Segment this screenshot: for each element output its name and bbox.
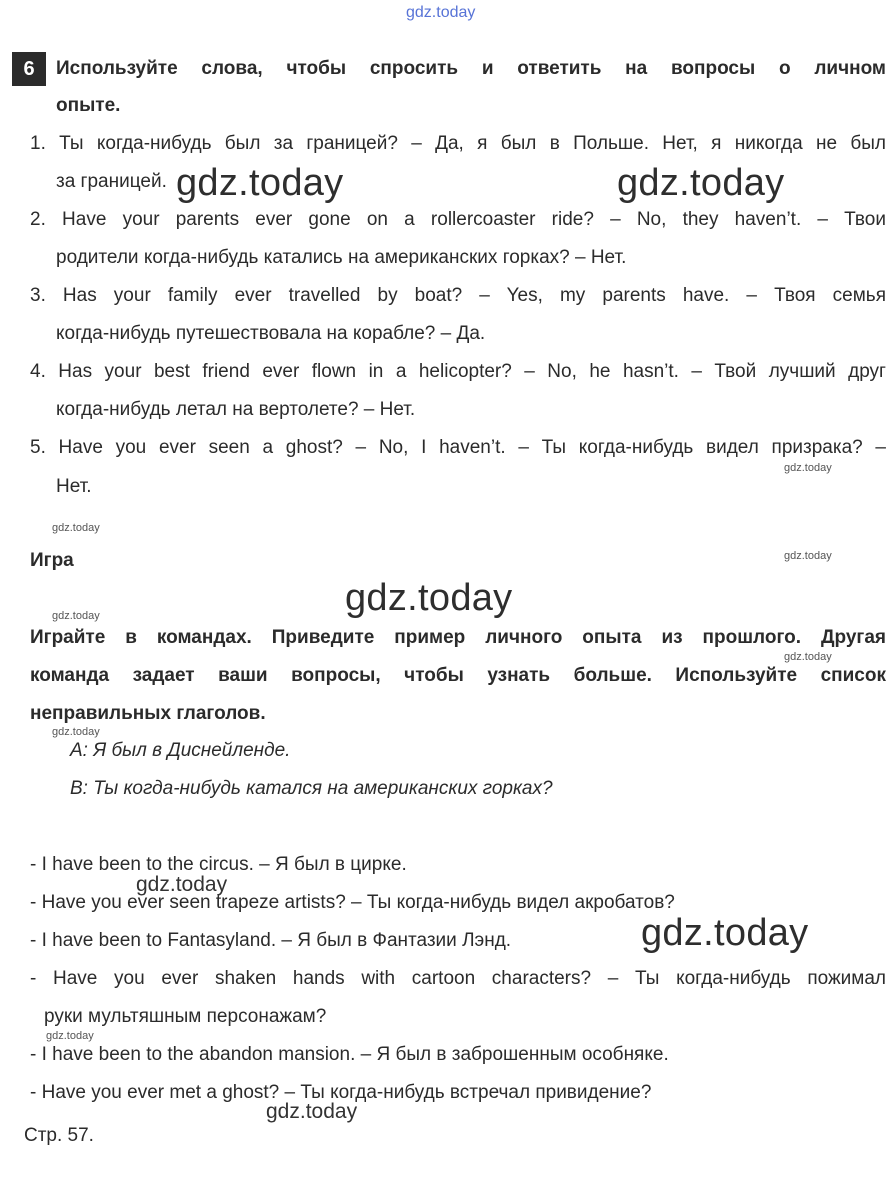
page-reference: Стр. 57. <box>24 1125 94 1146</box>
item-1-line2: за границей. <box>56 171 167 192</box>
example-a: A: Я был в Диснейленде. <box>70 740 291 761</box>
item-4-line1: 4. Has your best friend ever flown in a helicopter? – No, he hasn’t. – Твой лучший друг <box>30 361 886 382</box>
dialogue-line-1: - I have been to the circus. – Я был в цирке. <box>30 854 407 875</box>
game-heading: Игра <box>30 550 74 571</box>
dialogue-line-3: - I have been to Fantasyland. – Я был в Фантазии Лэнд. <box>30 930 512 951</box>
exercise-title-line1: Используйте слова, чтобы спросить и ответить на вопросы о личном <box>56 58 886 79</box>
game-instruction-line3: неправильных глаголов. <box>30 703 266 724</box>
game-instruction-line2: команда задает ваши вопросы, чтобы узнать больше. Используйте список <box>30 665 886 686</box>
dialogue-line-2: - Have you ever seen trapeze artists? – Ты когда-нибудь видел акробатов? <box>30 892 675 913</box>
watermark-small-7: gdz.today <box>46 1030 94 1042</box>
dialogue-line-7: - Have you ever met a ghost? – Ты когда-нибудь встречал привидение? <box>30 1082 652 1103</box>
game-instruction-line1: Играйте в командах. Приведите пример личного опыта из прошлого. Другая <box>30 627 886 648</box>
item-2-line2: родители когда-нибудь катались на американских горках? – Нет. <box>56 247 627 268</box>
watermark-small-1: gdz.today <box>784 462 832 474</box>
item-3-line1: 3. Has your family ever travelled by boat? – Yes, my parents have. – Твоя семья <box>30 285 886 306</box>
watermark-small-5: gdz.today <box>784 651 832 663</box>
watermark-large-1: gdz.today <box>176 162 344 204</box>
watermark-small-4: gdz.today <box>52 610 100 622</box>
watermark-large-3: gdz.today <box>345 577 513 619</box>
item-1-line1: 1. Ты когда-нибудь был за границей? – Да, я был в Польше. Нет, я никогда не был <box>30 133 886 154</box>
item-5-line2: Нет. <box>56 476 92 497</box>
item-2-line1: 2. Have your parents ever gone on a rollercoaster ride? – No, they haven’t. – Твои <box>30 209 886 230</box>
dialogue-line-4: - Have you ever shaken hands with cartoon characters? – Ты когда-нибудь пожимал <box>30 968 886 989</box>
exercise-title-line2: опыте. <box>56 95 121 116</box>
item-5-line1: 5. Have you ever seen a ghost? – No, I haven’t. – Ты когда-нибудь видел призрака? – <box>30 437 886 458</box>
top-watermark: gdz.today <box>406 4 476 21</box>
watermark-small-6: gdz.today <box>52 726 100 738</box>
dialogue-line-5: руки мультяшным персонажам? <box>44 1006 327 1027</box>
example-b: B: Ты когда-нибудь катался на американских горках? <box>70 778 553 799</box>
item-4-line2: когда-нибудь летал на вертолете? – Нет. <box>56 399 416 420</box>
watermark-medium-1: gdz.today <box>136 873 228 896</box>
dialogue-line-6: - I have been to the abandon mansion. – Я был в заброшенным особняке. <box>30 1044 669 1065</box>
watermark-medium-2: gdz.today <box>266 1100 358 1123</box>
watermark-large-4: gdz.today <box>641 912 809 954</box>
exercise-number-badge: 6 <box>12 52 46 86</box>
watermark-large-2: gdz.today <box>617 162 785 204</box>
watermark-small-2: gdz.today <box>52 522 100 534</box>
item-3-line2: когда-нибудь путешествовала на корабле? – Да. <box>56 323 486 344</box>
watermark-small-3: gdz.today <box>784 550 832 562</box>
